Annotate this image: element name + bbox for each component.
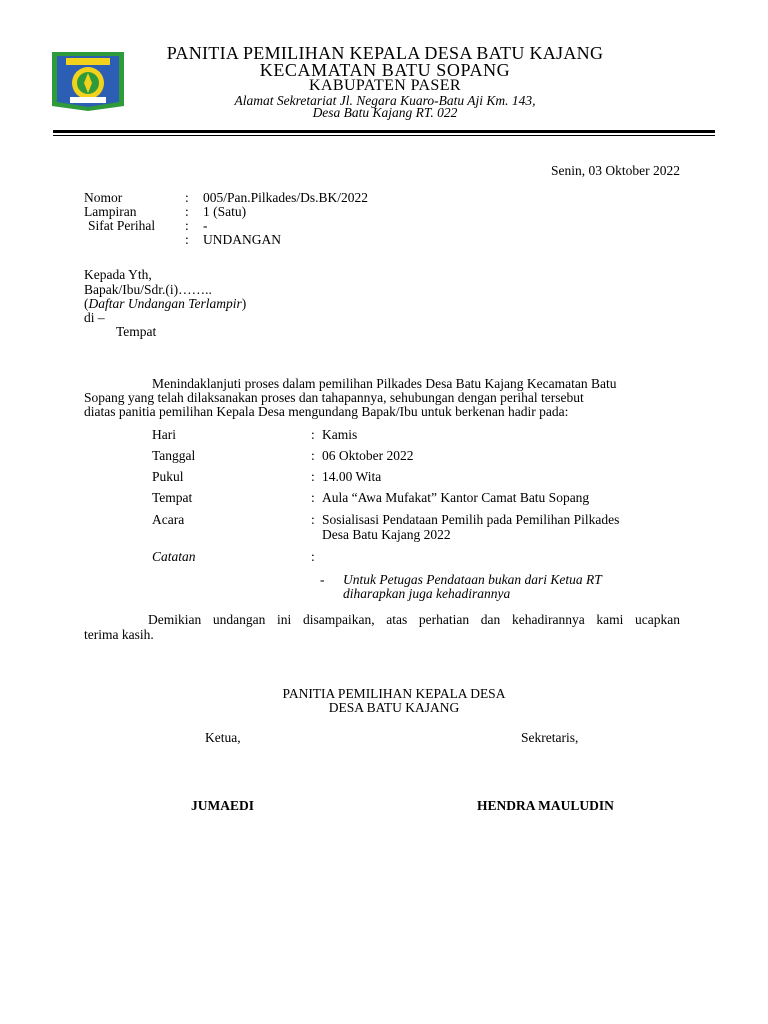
catatan-colon: : (311, 549, 315, 564)
kop-address-line2: Desa Batu Kajang RT. 022 (312, 105, 458, 120)
detail-colon: : (311, 427, 315, 442)
catatan-label: Catatan (152, 549, 196, 564)
detail-label: Tanggal (152, 448, 196, 463)
meta-colon: : (185, 218, 189, 233)
meta-value: - (203, 218, 208, 233)
ketua-title: Ketua, (205, 730, 241, 745)
catatan-note: Untuk Petugas Pendataan bukan dari Ketua RT (343, 572, 602, 587)
detail-colon: : (311, 512, 315, 527)
detail-label: Tempat (152, 490, 193, 505)
detail-label: Pukul (152, 469, 184, 484)
meta-colon: : (185, 204, 189, 219)
kop-title-line1: PANITIA PEMILIHAN KEPALA DESA BATU KAJANG (166, 43, 604, 63)
sekretaris-title: Sekretaris, (521, 730, 579, 745)
closing-line: Demikian undangan ini disampaikan, atas perhatian dan kehadirannya kami ucapkan (148, 612, 680, 627)
sekretaris-name: HENDRA MAULUDIN (477, 798, 614, 813)
detail-colon: : (311, 469, 315, 484)
detail-label: Acara (152, 512, 185, 527)
meta-value: 1 (Satu) (203, 204, 247, 219)
meta-label: Nomor (84, 190, 123, 205)
kop-title-line2: KECAMATAN BATU SOPANG (259, 60, 511, 80)
kop-title-line3: KABUPATEN PASER (309, 77, 461, 94)
recipient-di: di – (84, 310, 105, 325)
detail-value-cont: Desa Batu Kajang 2022 (322, 527, 451, 542)
recipient-place: Tempat (116, 324, 157, 339)
kop-address-line1: Alamat Sekretariat Jl. Negara Kuaro-Batu Aji Km. 143, (234, 93, 536, 108)
meta-colon: : (185, 232, 189, 247)
detail-colon: : (311, 490, 315, 505)
intro-line: Sopang yang telah dilaksanakan proses dan tahapannya, sehubungan dengan perihal tersebut (84, 390, 584, 405)
recipient-name: Bapak/Ibu/Sdr.(i)…….. (84, 282, 212, 297)
detail-value: Aula “Awa Mufakat” Kantor Camat Batu Sopang (322, 490, 590, 505)
meta-value: 005/Pan.Pilkades/Ds.BK/2022 (203, 190, 369, 205)
detail-value: Sosialisasi Pendataan Pemilih pada Pemilihan Pilkades (322, 512, 620, 527)
detail-value: Kamis (322, 427, 358, 442)
intro-line: Menindaklanjuti proses dalam pemilihan Pilkades Desa Batu Kajang Kecamatan Batu (152, 376, 617, 391)
signature-org-village: DESA BATU KAJANG (328, 700, 460, 715)
catatan-dash: - (320, 572, 325, 587)
closing-line: terima kasih. (84, 627, 154, 642)
catatan-note-cont: diharapkan juga kehadirannya (343, 586, 511, 601)
recipient-greeting: Kepada Yth, (84, 267, 152, 282)
regency-logo (50, 50, 126, 112)
detail-value: 06 Oktober 2022 (322, 448, 414, 463)
meta-label: Lampiran (84, 204, 137, 219)
kop-rule-thick (53, 130, 715, 133)
letter-date: Senin, 03 Oktober 2022 (551, 163, 680, 178)
kop-rule-thin (53, 135, 715, 136)
detail-label: Hari (152, 427, 176, 442)
intro-line: diatas panitia pemilihan Kepala Desa mengundang Bapak/Ibu untuk berkenan hadir pada: (84, 404, 569, 419)
ketua-name: JUMAEDI (191, 798, 254, 813)
signature-org: PANITIA PEMILIHAN KEPALA DESA (282, 686, 506, 701)
recipient-note: (Daftar Undangan Terlampir) (84, 296, 247, 311)
detail-colon: : (311, 448, 315, 463)
meta-colon: : (185, 190, 189, 205)
meta-label: Sifat Perihal (88, 218, 156, 233)
detail-value: 14.00 Wita (322, 469, 382, 484)
meta-subject: UNDANGAN (203, 232, 281, 247)
